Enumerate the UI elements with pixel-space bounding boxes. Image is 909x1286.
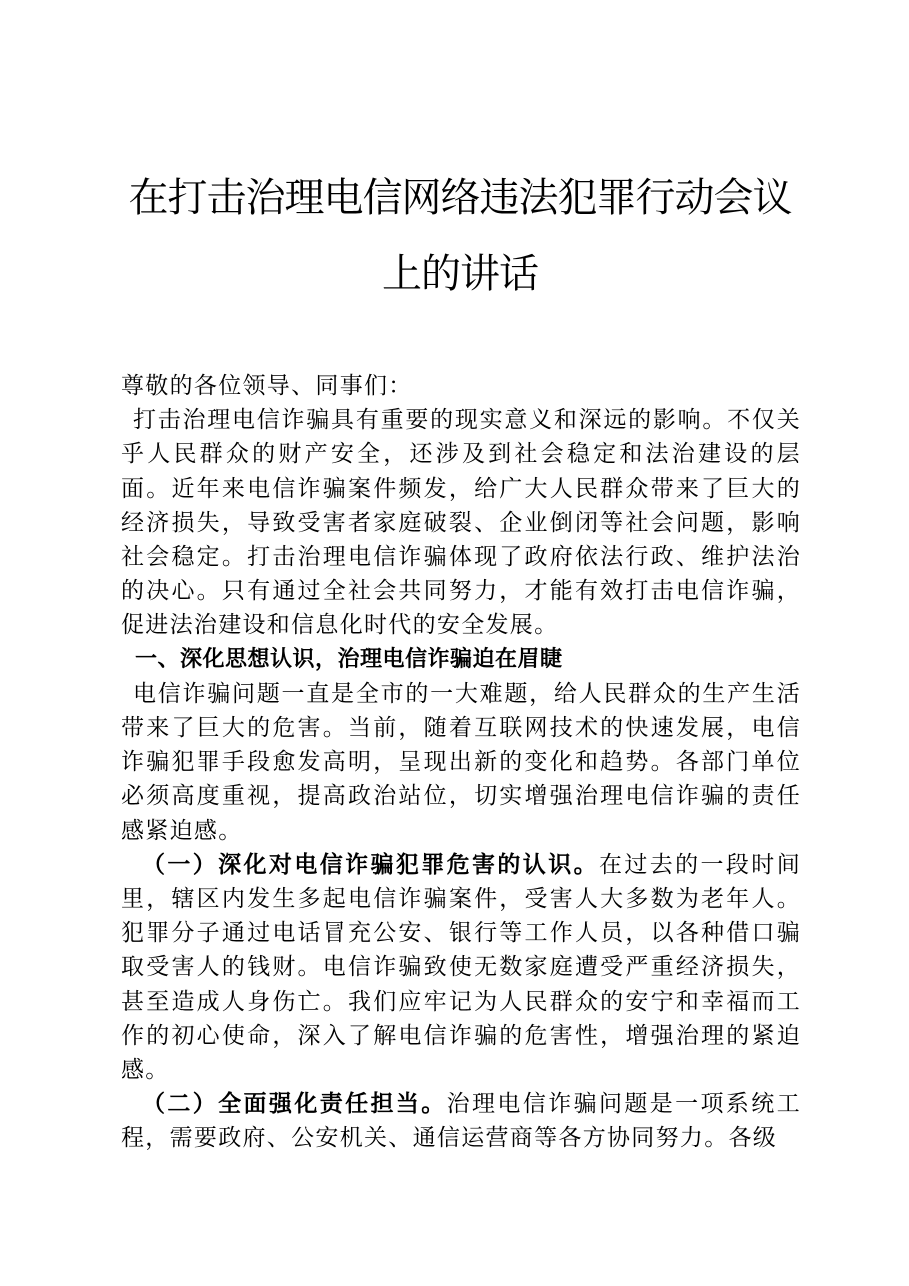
subsection-2-heading: （二）全面强化责任担当。 (142, 1090, 447, 1118)
intro-paragraph: 打击治理电信诈骗具有重要的现实意义和深远的影响。不仅关乎人民群众的财产安全，还涉及到社会稳定和法治建设的层面。近年来电信诈骗案件频发，给广大人民群众带来了巨大的经济损失，导致受害者家庭破裂、企业倒闭等社会问题，影响社会稳定。打击治理电信诈骗体现了政府依法行政、维护法治的决心。只有通过全社会共同努力，才能有效打击电信诈骗，促进法治建设和信息化时代的安全发展。 (121, 407, 801, 639)
section-1-heading: 一、深化思想认识，治理电信诈骗迫在眉睫 (135, 646, 563, 672)
subsection-1-heading: （一）深化对电信诈骗犯罪危害的认识。 (142, 850, 599, 878)
document-body (121, 369, 801, 1156)
subsection-2-text: 治理电信诈骗问题是一项系统工程，需要政府、公安机关、通信运营商等各方协同努力。各级 (121, 1091, 801, 1152)
salutation: 尊敬的各位领导、同事们： (121, 373, 413, 399)
document-title: 在打击治理电信网络违法犯罪行动会议上的讲话 (128, 175, 792, 297)
subsection-1-paragraph (121, 848, 801, 1087)
section-1-paragraph: 电信诈骗问题一直是全市的一大难题，给人民群众的生产生活带来了巨大的危害。当前，随着互联网技术的快速发展，电信诈骗犯罪手段愈发高明，呈现出新的变化和趋势。各部门单位必须高度重视，提高政治站位，切实增强治理电信诈骗的责任感紧迫感。 (121, 680, 801, 844)
subsection-1-text: 在过去的一段时间里，辖区内发生多起电信诈骗案件，受害人大多数为老年人。犯罪分子通过电话冒充公安、银行等工作人员，以各种借口骗取受害人的钱财。电信诈骗致使无数家庭遭受严重经济损失，甚至造成人身伤亡。我们应牢记为人民群众的安宁和幸福而工作的初心使命，深入了解电信诈骗的危害性，增强治理的紧迫感。 (121, 851, 801, 1084)
subsection-2-paragraph (121, 1087, 801, 1155)
